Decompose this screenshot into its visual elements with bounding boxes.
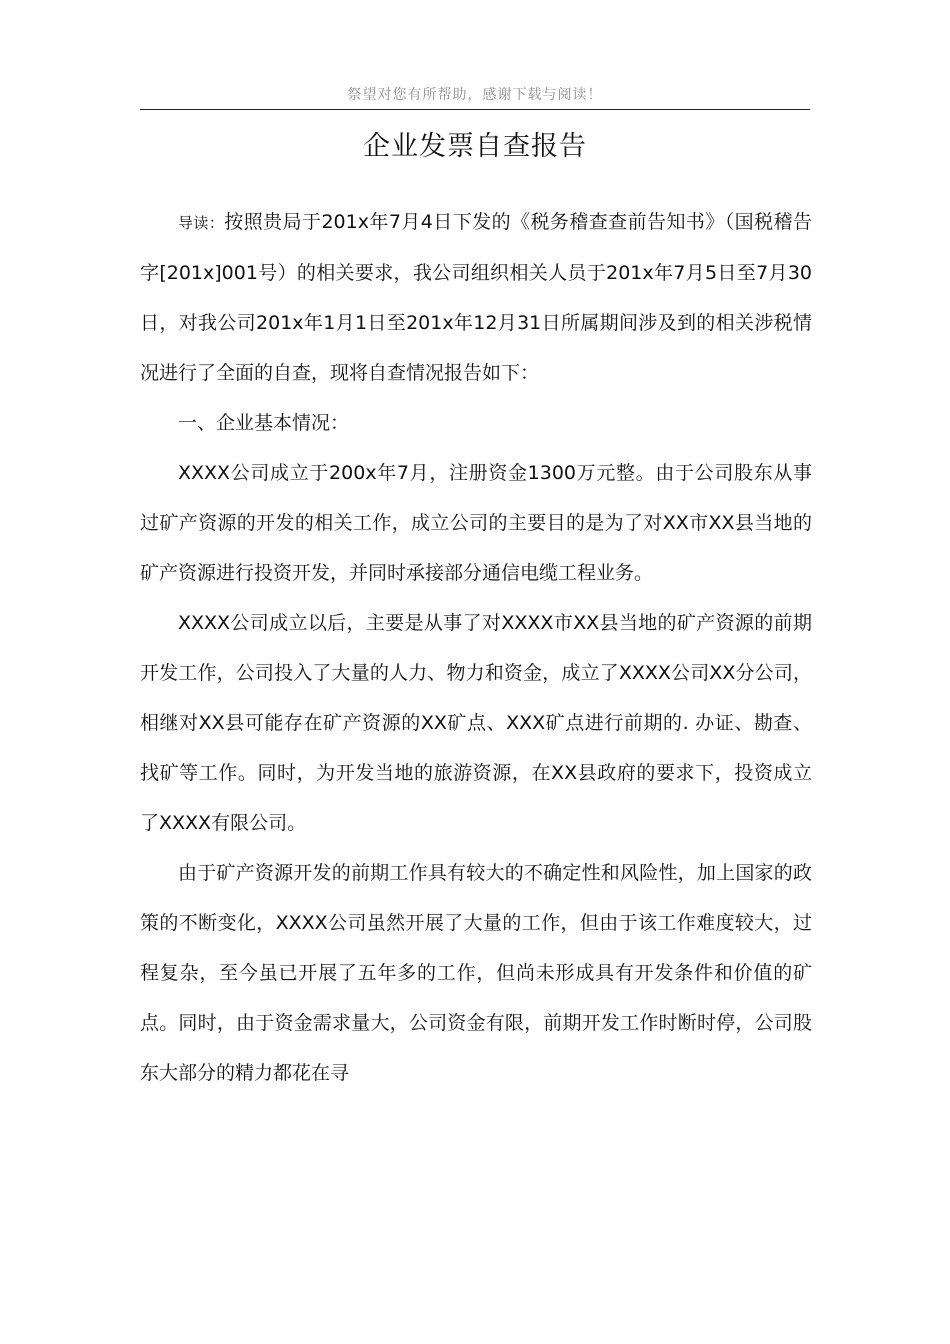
intro-paragraph [140, 197, 812, 398]
document-body [140, 197, 812, 1098]
body-paragraph-1: XXXX公司成立于200x年7月，注册资金1300万元整。由于公司股东从事过矿产资源的开发的相关工作，成立公司的主要目的是为了对XX市XX县当地的矿产资源进行投资开发，并同时承接部分通信电缆工程业务。 [140, 462, 812, 584]
section-heading: 一、企业基本情况： [178, 412, 350, 434]
body-paragraph-2: XXXX公司成立以后，主要是从事了对XXXX市XX县当地的矿产资源的前期开发工作，公司投入了大量的人力、物力和资金，成立了XXXX公司XX分公司，相继对XX县可能存在矿产资源的XX矿点、XXX矿点进行前期的. 办证、勘查、找矿等工作。同时，为开发当地的旅游资源，在XX县政府的要求下，投资成立了XXXX有限公司。 [140, 612, 812, 834]
body-paragraph-3: 由于矿产资源开发的前期工作具有较大的不确定性和风险性，加上国家的政策的不断变化，XXXX公司虽然开展了大量的工作，但由于该工作难度较大，过程复杂，至今虽已开展了五年多的工作，但尚未形成具有开发条件和价值的矿点。同时，由于资金需求量大，公司资金有限，前期开发工作时断时停，公司股东大部分的精力都花在寻 [140, 862, 812, 1084]
header-note: 祭望对您有所帮助，感谢下载与阅读！ [347, 87, 603, 103]
intro-text: 按照贵局于201x年7月4日下发的《税务稽查查前告知书》（国税稽告字[201x]001号）的相关要求，我公司组织相关人员于201x年7月5日至7月30日，对我公司201x年1月1日至201x年12月31日所属期间涉及到的相关涉税情况进行了全面的自查，现将自查情况报告如下： [140, 211, 812, 384]
page-title: 企业发票自查报告 [363, 131, 587, 162]
intro-label: 导读： [178, 214, 225, 232]
header-divider [140, 109, 810, 110]
